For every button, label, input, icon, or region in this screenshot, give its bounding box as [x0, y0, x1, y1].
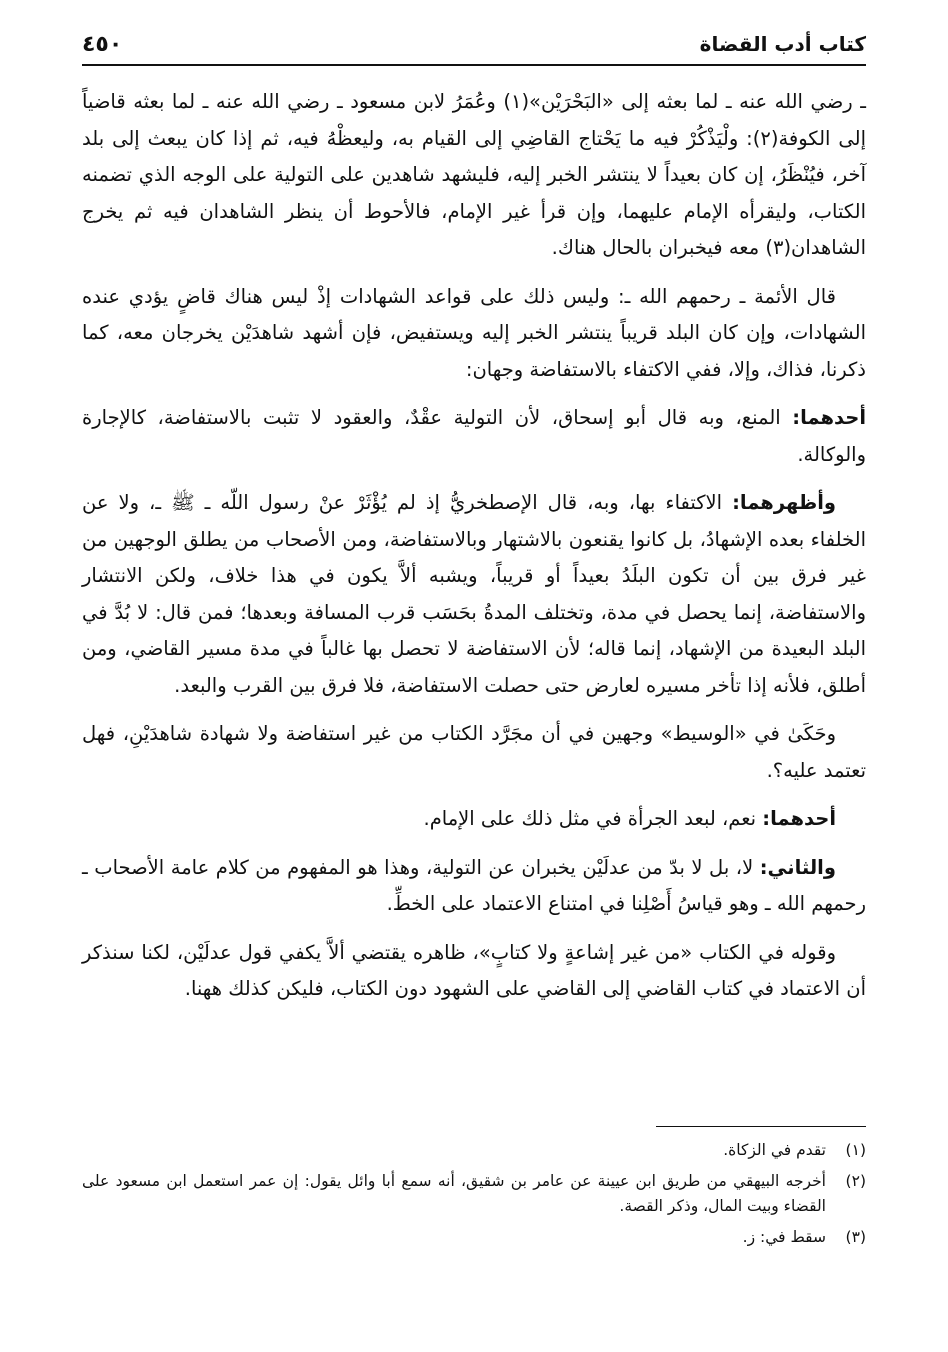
main-text [82, 84, 866, 1020]
paragraph: وقوله في الكتاب «من غير إشاعةٍ ولا كتابٍ»، ظاهره يقتضي ألاَّ يكفي قول عدلَيْن، لكنا سنذكر أن الاعتماد في كتاب القاضي إلى القاضي على الشهود دون الكتاب، فليكن كذلك ههنا. [82, 940, 866, 1000]
footnote-text: سقط في: ز. [742, 1228, 826, 1246]
footnote-number: (٣) [845, 1228, 866, 1246]
footnote-text: تقدم في الزكاة. [723, 1141, 826, 1159]
paragraph-lead: والثاني: [759, 855, 836, 879]
paragraph [82, 850, 866, 923]
page-header [82, 24, 866, 66]
footnote [82, 1225, 866, 1250]
paragraph-text: نعم، لبعد الجرأة في مثل ذلك على الإمام. [423, 807, 763, 830]
footnote-divider [656, 1126, 866, 1127]
footnote [82, 1169, 866, 1219]
book-title: كتاب أدب القضاة [699, 32, 866, 56]
paragraph [82, 485, 866, 704]
paragraph [82, 400, 866, 473]
paragraph-lead: أحدهما: [792, 406, 866, 429]
paragraph-text: الاكتفاء بها، وبه، قال الإصطخريُّ إذ لم يُؤْثَرْ عنْ رسول اللّه ـ ﷺ ـ، ولا عن الخلفاء بعده الإشهادُ، بل كانوا يقنعون بالاشتهار وبالاستفاضة، ومن الأصحاب من يطلق الوجهين من غير فرق بين أن تكون البلَدُ بعيداً أو قريباً، ويشبه ألاَّ يكون في هذا خلاف، ولكن الانتشار والاستفاضة، إنما يحصل في مدة، وتختلف المدةُ بحَسَب قرب المسافة وبعدها؛ فمن قال: لا بُدَّ في البلد البعيدة من الإشهاد، إنما قاله؛ لأن الاستفاضة لا تحصل بها غالباً في مدة مسير القاضي، ومن أطلق، فلأنه إذا تأخر مسيره لعارض حتى حصلت الاستفاضة، فلا فرق بين القرب والبعد. [82, 491, 866, 697]
paragraph-lead: أحدهما: [762, 807, 836, 830]
paragraph-lead: وأظهرهما: [732, 491, 836, 514]
footnote-number: (٢) [845, 1172, 866, 1190]
page-number: ٤٥٠ [82, 31, 123, 57]
footnote-text: أخرجه البيهقي من طريق ابن عيينة عن عامر بن شقيق، أنه سمع أبا وائل يقول: إن عمر استعمل ابن مسعود على القضاء وبيت المال، وذكر القصة. [82, 1172, 826, 1215]
paragraph: وحَكَىٰ في «الوسيط» وجهين في أن مجَرَّد الكتاب من غير استفاضة ولا شهادة شاهدَيْنِ، فهل تعتمد عليه؟. [82, 722, 866, 782]
footnote [82, 1138, 866, 1163]
paragraph [82, 801, 866, 838]
paragraph-text: المنع، وبه قال أبو إسحاق، لأن التولية عقْدٌ، والعقود لا تثبت بالاستفاضة، كالإجارة والوكالة. [82, 406, 866, 466]
footnotes [82, 1138, 866, 1256]
paragraph: قال الأئمة ـ رحمهم الله ـ: وليس ذلك على قواعد الشهادات إذْ ليس هناك قاضٍ يؤدي عنده الشهادات، وإن كان البلد قريباً ينتشر الخبر إليه ويستفيض، فإن أشهد شاهدَيْن يخرجان معه، كما ذكرنا، فذاك، وإلا، ففي الاكتفاء بالاستفاضة وجهان: [82, 284, 866, 381]
footnote-number: (١) [845, 1141, 866, 1159]
paragraph: ـ رضي الله عنه ـ لما بعثه إلى «البَحْرَيْن»(١) وعُمَرُ لابن مسعود ـ رضي الله عنه ـ لما بعثه قاضياً إلى الكوفة(٢): ولْيَذْكُرْ فيه ما يَحْتاج القاضِي إلى القيام به، وليعظْهُ فيه، ثم إذا كان يبعث إلى بلد آخر، فيُنْظَرُ، إن كان بعيداً لا ينتشر الخبر إليه، فليشهد شاهدين على التولية على الوجه الذي تضمنه الكتاب، وليقرأه الإمام عليهما، وإن قرأ غير الإمام، فالأحوط أن ينظر الشاهدان فيه ثم يخرج الشاهدان(٣) معه فيخبران بالحال هناك. [82, 90, 866, 259]
paragraph-text: لا، بل لا بدّ من عدلَيْن يخبران عن التولية، وهذا هو المفهوم من كلام عامة الأصحاب ـ رحمهم الله ـ وهو قياسُ أَصْلِنا في امتناع الاعتماد على الخطِّ. [82, 855, 866, 915]
